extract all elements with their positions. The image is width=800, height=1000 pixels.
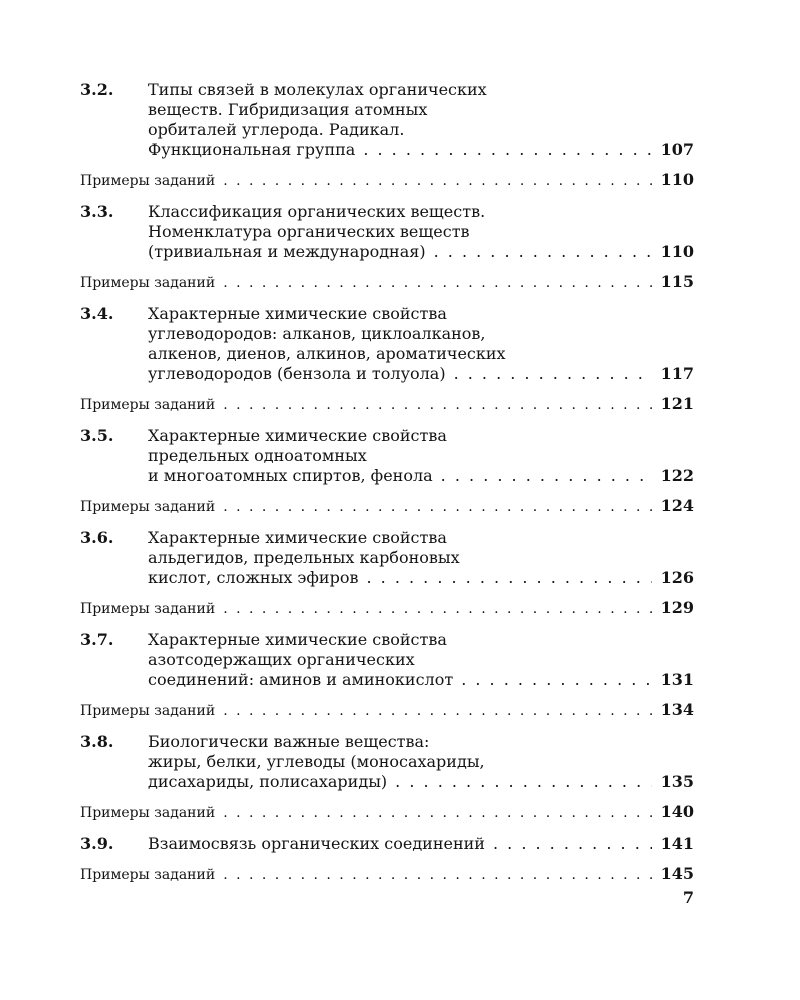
dot-leader [366, 568, 652, 588]
examples-entry[interactable] [80, 802, 694, 823]
page-ref: 122 [660, 466, 694, 485]
title-line: азотсодержащих органических [148, 650, 415, 669]
section-title [148, 630, 694, 690]
dot-leader [223, 803, 652, 823]
title-last-line [148, 670, 694, 690]
dot-leader [223, 273, 652, 293]
title-line: Биологически важные вещества: [148, 732, 430, 751]
dot-leader [493, 834, 652, 854]
table-of-contents [80, 80, 694, 896]
section-number: 3.9. [80, 834, 114, 853]
section-title [148, 426, 694, 486]
title-last-line [148, 466, 694, 486]
title-line: Характерные химические свойства [148, 630, 447, 649]
title-line: веществ. Гибридизация атомных [148, 100, 428, 119]
title-last-line [148, 568, 694, 588]
toc-section [80, 80, 694, 160]
section-number: 3.3. [80, 202, 114, 221]
title-line: Взаимосвязь органических соединений [148, 834, 485, 853]
title-line: кислот, сложных эфиров [148, 568, 359, 587]
examples-label: Примеры заданий [80, 397, 216, 413]
title-last-line [148, 364, 694, 384]
title-line: орбиталей углерода. Радикал. [148, 120, 405, 139]
toc-entry[interactable] [80, 202, 694, 262]
page-ref: 135 [660, 772, 694, 791]
title-line: углеводородов (бензола и толуола) [148, 364, 446, 383]
page-ref: 115 [660, 272, 694, 291]
toc-entry[interactable] [80, 528, 694, 588]
page-ref: 117 [660, 364, 694, 383]
title-last-line [148, 140, 694, 160]
page-ref: 131 [660, 670, 694, 689]
dot-leader [434, 242, 652, 262]
title-line: Характерные химические свойства [148, 528, 447, 547]
toc-entry[interactable] [80, 630, 694, 690]
examples-entry[interactable] [80, 496, 694, 517]
examples-label: Примеры заданий [80, 499, 216, 515]
page-ref: 121 [660, 394, 694, 413]
page-ref: 126 [660, 568, 694, 587]
dot-leader [223, 701, 652, 721]
page-number: 7 [682, 888, 694, 907]
examples-label: Примеры заданий [80, 275, 216, 291]
title-line: предельных одноатомных [148, 446, 367, 465]
toc-section [80, 304, 694, 384]
page-ref: 134 [660, 700, 694, 719]
examples-entry[interactable] [80, 864, 694, 885]
dot-leader [223, 599, 652, 619]
section-number: 3.4. [80, 304, 114, 323]
title-last-line [148, 834, 694, 854]
examples-entry[interactable] [80, 598, 694, 619]
page-ref: 110 [660, 170, 694, 189]
examples-label: Примеры заданий [80, 805, 216, 821]
section-title [148, 732, 694, 792]
examples-label: Примеры заданий [80, 867, 216, 883]
dot-leader [223, 497, 652, 517]
examples-label: Примеры заданий [80, 173, 216, 189]
section-number: 3.7. [80, 630, 114, 649]
dot-leader [395, 772, 652, 792]
toc-entry[interactable] [80, 304, 694, 384]
examples-entry[interactable] [80, 394, 694, 415]
examples-label: Примеры заданий [80, 703, 216, 719]
section-title [148, 834, 694, 854]
title-last-line [148, 772, 694, 792]
examples-entry[interactable] [80, 170, 694, 191]
section-title [148, 528, 694, 588]
page-ref: 107 [660, 140, 694, 159]
dot-leader [223, 865, 652, 885]
dot-leader [223, 171, 652, 191]
section-number: 3.8. [80, 732, 114, 751]
toc-entry[interactable] [80, 426, 694, 486]
title-last-line [148, 242, 694, 262]
title-line: (тривиальная и международная) [148, 242, 426, 261]
title-line: углеводородов: алканов, циклоалканов, [148, 324, 486, 343]
section-title [148, 304, 694, 384]
title-line: Характерные химические свойства [148, 426, 447, 445]
title-line: Номенклатура органических веществ [148, 222, 470, 241]
page-ref: 140 [660, 802, 694, 821]
toc-entry[interactable] [80, 834, 694, 854]
title-line: соединений: аминов и аминокислот [148, 670, 454, 689]
toc-section [80, 834, 694, 854]
toc-section [80, 528, 694, 588]
page-ref: 141 [660, 834, 694, 853]
dot-leader [223, 395, 652, 415]
title-line: и многоатомных спиртов, фенола [148, 466, 433, 485]
title-line: Функциональная группа [148, 140, 356, 159]
section-number: 3.6. [80, 528, 114, 547]
section-number: 3.5. [80, 426, 114, 445]
page-ref: 110 [660, 242, 694, 261]
section-title [148, 80, 694, 160]
title-line: дисахариды, полисахариды) [148, 772, 388, 791]
toc-section [80, 426, 694, 486]
dot-leader [441, 466, 652, 486]
toc-entry[interactable] [80, 80, 694, 160]
page-ref: 124 [660, 496, 694, 515]
page-ref: 129 [660, 598, 694, 617]
dot-leader [454, 364, 652, 384]
toc-entry[interactable] [80, 732, 694, 792]
section-title [148, 202, 694, 262]
section-number: 3.2. [80, 80, 114, 99]
title-line: Характерные химические свойства [148, 304, 447, 323]
title-line: Типы связей в молекулах органических [148, 80, 487, 99]
toc-section [80, 732, 694, 792]
dot-leader [363, 140, 652, 160]
title-line: альдегидов, предельных карбоновых [148, 548, 460, 567]
examples-entry[interactable] [80, 272, 694, 293]
examples-label: Примеры заданий [80, 601, 216, 617]
title-line: Классификация органических веществ. [148, 202, 486, 221]
title-line: жиры, белки, углеводы (моносахариды, [148, 752, 485, 771]
dot-leader [461, 670, 652, 690]
toc-section [80, 202, 694, 262]
title-line: алкенов, диенов, алкинов, ароматических [148, 344, 506, 363]
examples-entry[interactable] [80, 700, 694, 721]
toc-section [80, 630, 694, 690]
page-ref: 145 [660, 864, 694, 883]
